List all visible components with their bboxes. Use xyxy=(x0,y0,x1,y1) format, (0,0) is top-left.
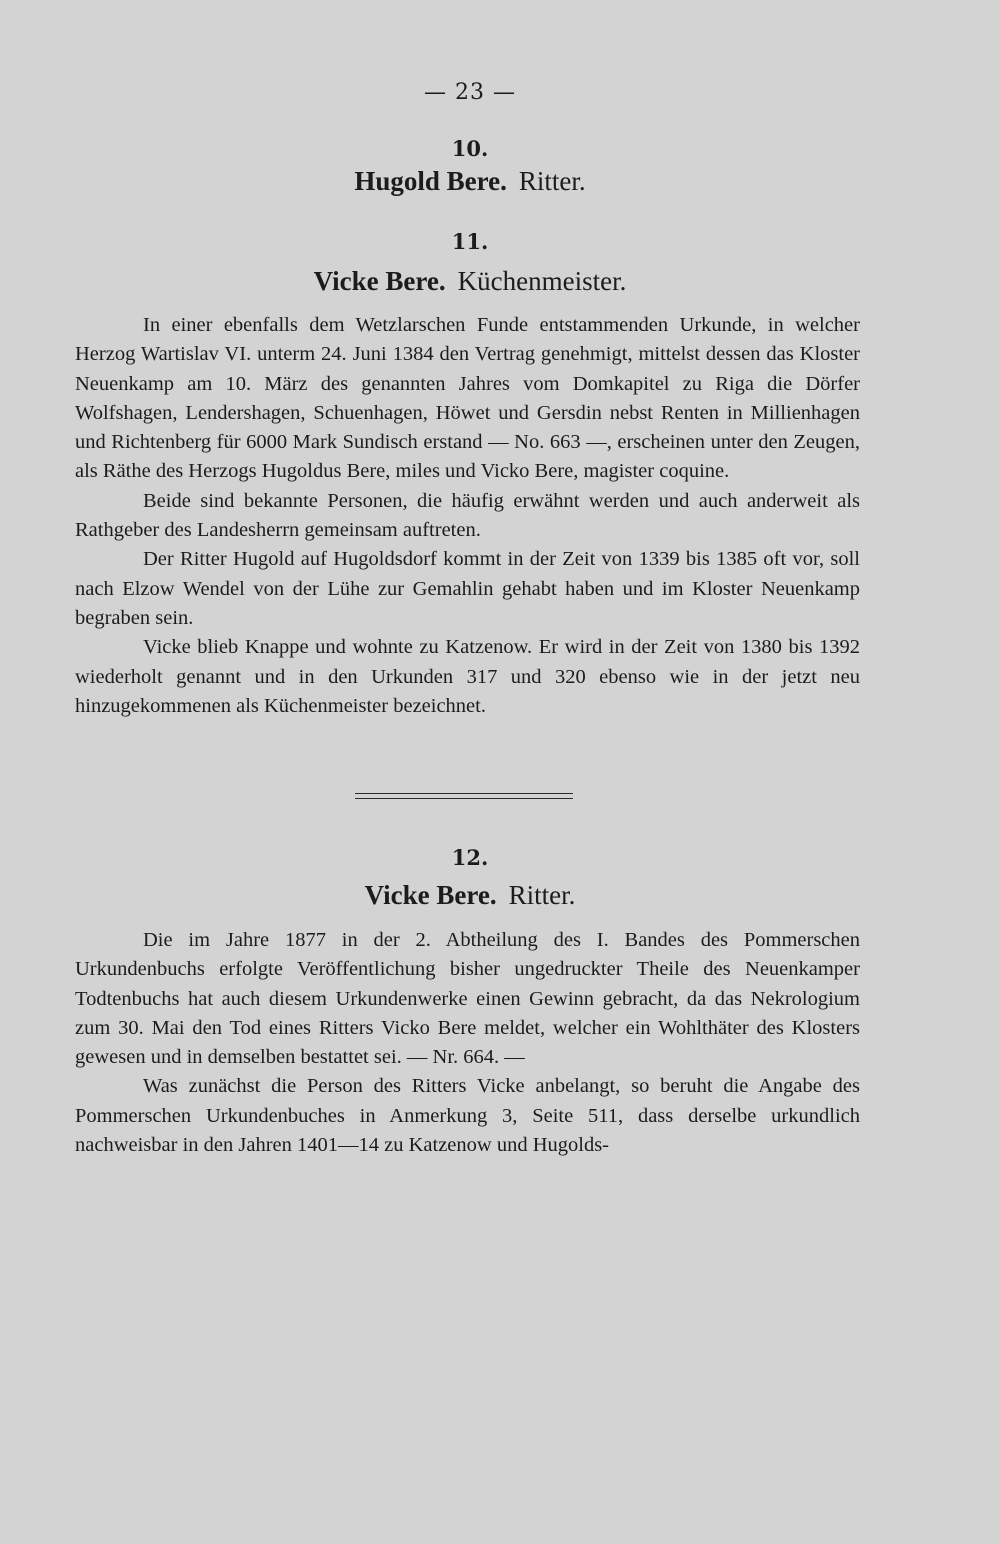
person-role: Ritter. xyxy=(508,880,576,910)
paragraph: Die im Jahre 1877 in der 2. Abtheilung des I. Bandes des Pommerschen Urkundenbuchs erfolgte Veröffentlichung bisher ungedruckter Theile des Neuenkamper Todtenbuchs hat auch diesem Urkundenwerke einen Gewinn gebracht, da das Nekrologium zum 30. Mai den Tod eines Ritters Vicko Bere meldet, welcher ein Wohlthäter des Klosters gewesen und in demselben bestattet sei. — Nr. 664. — xyxy=(75,929,860,1069)
person-name: Vicke Bere. xyxy=(364,880,497,910)
section-heading-10 xyxy=(0,166,940,197)
person-role: Ritter. xyxy=(518,166,586,196)
person-role: Küchenmeister. xyxy=(457,266,627,296)
section-heading-12 xyxy=(0,880,940,911)
section-divider xyxy=(355,793,573,799)
section-heading-11 xyxy=(0,266,940,297)
paragraph: In einer ebenfalls dem Wetzlarschen Funde entstammenden Urkunde, in welcher Herzog Wartislav VI. unterm 24. Juni 1384 den Vertrag genehmigt, mittelst dessen das Kloster Neuenkamp am 10. März des genannten Jahres vom Domkapitel zu Riga die Dörfer Wolfshagen, Lendershagen, Schuenhagen, Höwet und Gersdin nebst Renten in Millienhagen und Richtenberg für 6000 Mark Sundisch erstand — No. 663 —, erscheinen unter den Zeugen, als Räthe des Herzogs Hugoldus Bere, miles und Vicko Bere, magister coquine. xyxy=(75,314,860,483)
person-name: Vicke Bere. xyxy=(313,266,446,296)
section-12-body xyxy=(75,926,860,1160)
person-name: Hugold Bere. xyxy=(354,166,507,196)
section-number-11: 11. xyxy=(451,229,489,254)
page-number: — 23 — xyxy=(424,80,516,105)
paragraph: Der Ritter Hugold auf Hugoldsdorf kommt in der Zeit von 1339 bis 1385 oft vor, soll nach Elzow Wendel von der Lühe zur Gemahlin gehabt haben und im Kloster Neuenkamp begraben sein. xyxy=(75,548,860,629)
paragraph: Vicke blieb Knappe und wohnte zu Katzenow. Er wird in der Zeit von 1380 bis 1392 wiederholt genannt und in den Urkunden 317 und 320 ebenso wie in der jetzt neu hinzugekommenen als Küchenmeister bezeichnet. xyxy=(75,636,860,717)
paragraph: Beide sind bekannte Personen, die häufig erwähnt werden und auch anderweit als Rathgeber des Landesherrn gemeinsam auftreten. xyxy=(75,489,860,542)
paragraph: Was zunächst die Person des Ritters Vicke anbelangt, so beruht die Angabe des Pommerschen Urkundenbuches in Anmerkung 3, Seite 511, dass derselbe urkundlich nachweisbar in den Jahren 1401—14 zu Katzenow und Hugolds- xyxy=(75,1075,860,1157)
section-11-body xyxy=(75,311,860,721)
section-number-12: 12. xyxy=(451,845,489,870)
section-number-10: 10. xyxy=(451,136,489,161)
